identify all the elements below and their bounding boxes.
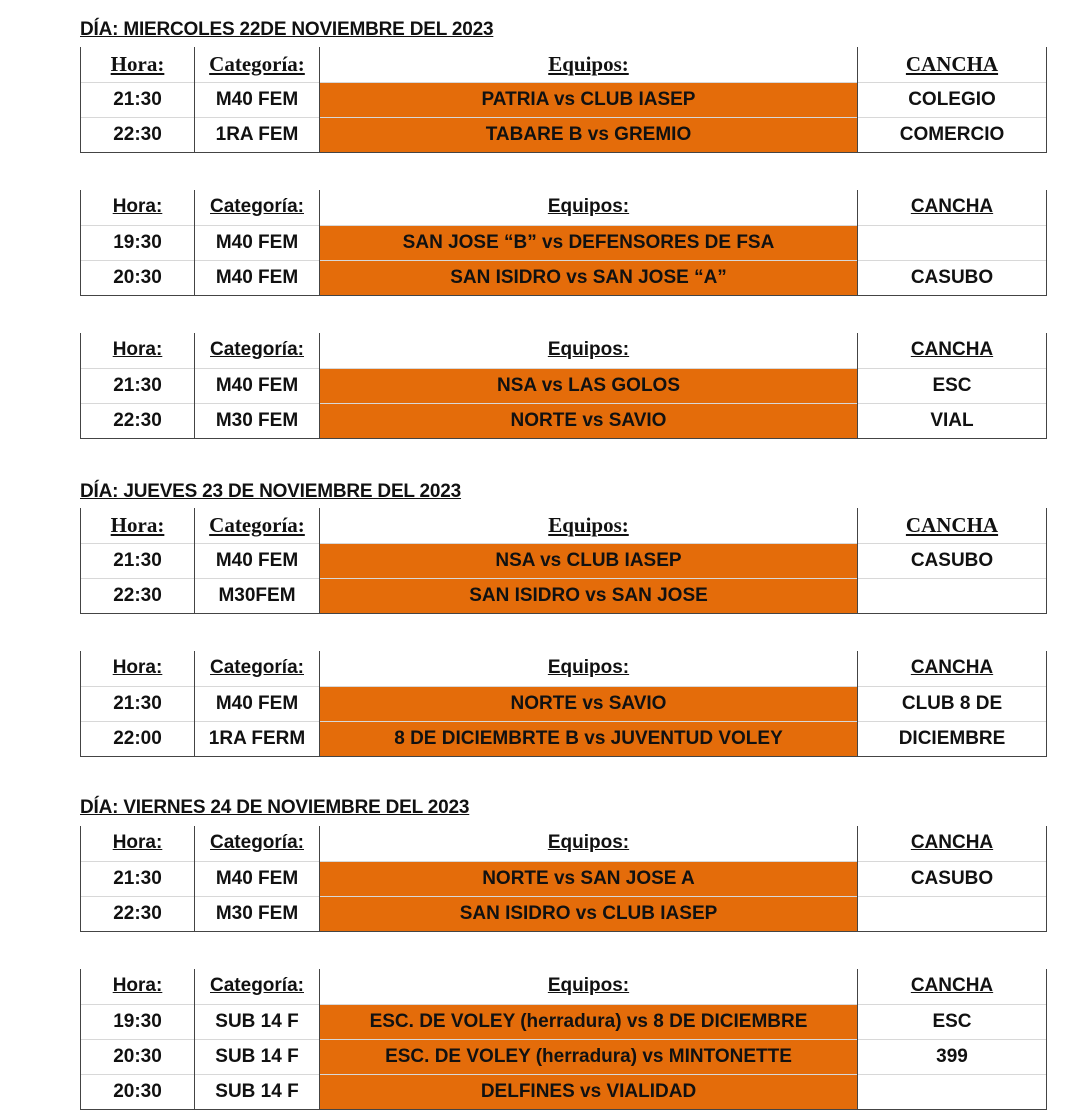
header-cancha: CANCHA xyxy=(858,333,1047,368)
row-cancha: CLUB 8 DE xyxy=(858,686,1047,721)
header-cancha: CANCHA xyxy=(858,651,1047,686)
day-heading-thursday: DÍA: JUEVES 23 DE NOVIEMBRE DEL 2023 xyxy=(80,481,462,502)
row-categoria: SUB 14 F xyxy=(195,1039,320,1074)
table-row xyxy=(81,1039,1047,1074)
row-match: SAN ISIDRO vs SAN JOSE “A” xyxy=(320,260,858,295)
row-categoria: M40 FEM xyxy=(195,82,320,117)
schedule-table-fri-1 xyxy=(80,826,1047,932)
header-categoria: Categoría: xyxy=(195,190,320,225)
day-heading-friday: DÍA: VIERNES 24 DE NOVIEMBRE DEL 2023 xyxy=(80,797,470,818)
schedule-table-thu-2 xyxy=(80,651,1047,757)
header-cancha: CANCHA xyxy=(858,190,1047,225)
row-categoria: M30 FEM xyxy=(195,896,320,931)
row-categoria: M40 FEM xyxy=(195,543,320,578)
table-row xyxy=(81,368,1047,403)
row-categoria: M30 FEM xyxy=(195,403,320,438)
table-row xyxy=(81,403,1047,438)
table-row xyxy=(81,117,1047,152)
header-hora: Hora: xyxy=(81,826,195,861)
schedule-table-wed-2 xyxy=(80,190,1047,296)
table-row xyxy=(81,82,1047,117)
header-equipos: Equipos: xyxy=(320,826,858,861)
row-cancha xyxy=(858,896,1047,931)
row-hora: 22:30 xyxy=(81,117,195,152)
row-match: NORTE vs SAVIO xyxy=(320,403,858,438)
table-row xyxy=(81,260,1047,295)
table-row xyxy=(81,1074,1047,1109)
row-categoria: M30FEM xyxy=(195,578,320,613)
row-match: SAN ISIDRO vs SAN JOSE xyxy=(320,578,858,613)
header-cancha: CANCHA xyxy=(858,969,1047,1004)
table-row xyxy=(81,543,1047,578)
row-match: ESC. DE VOLEY (herradura) vs 8 DE DICIEMBRE xyxy=(320,1004,858,1039)
row-cancha: COMERCIO xyxy=(858,117,1047,152)
table-row xyxy=(81,225,1047,260)
row-match: 8 DE DICIEMBRTE B vs JUVENTUD VOLEY xyxy=(320,721,858,756)
row-cancha: ESC xyxy=(858,1004,1047,1039)
row-categoria: SUB 14 F xyxy=(195,1074,320,1109)
row-match: TABARE B vs GREMIO xyxy=(320,117,858,152)
row-categoria: M40 FEM xyxy=(195,368,320,403)
header-cancha: CANCHA xyxy=(858,826,1047,861)
header-equipos: Equipos: xyxy=(320,190,858,225)
schedule-table-thu-1 xyxy=(80,508,1047,614)
header-categoria: Categoría: xyxy=(195,508,320,543)
row-hora: 21:30 xyxy=(81,686,195,721)
header-categoria: Categoría: xyxy=(195,969,320,1004)
row-cancha xyxy=(858,578,1047,613)
row-categoria: M40 FEM xyxy=(195,260,320,295)
table-row xyxy=(81,721,1047,756)
row-hora: 21:30 xyxy=(81,543,195,578)
row-cancha: 399 xyxy=(858,1039,1047,1074)
header-equipos: Equipos: xyxy=(320,333,858,368)
row-hora: 22:00 xyxy=(81,721,195,756)
row-hora: 22:30 xyxy=(81,578,195,613)
header-equipos: Equipos: xyxy=(320,651,858,686)
row-categoria: 1RA FERM xyxy=(195,721,320,756)
header-categoria: Categoría: xyxy=(195,47,320,82)
row-categoria: 1RA FEM xyxy=(195,117,320,152)
header-hora: Hora: xyxy=(81,969,195,1004)
row-match: NSA vs CLUB IASEP xyxy=(320,543,858,578)
row-hora: 22:30 xyxy=(81,896,195,931)
schedule-table-fri-2 xyxy=(80,969,1047,1110)
header-categoria: Categoría: xyxy=(195,651,320,686)
table-row xyxy=(81,686,1047,721)
row-hora: 19:30 xyxy=(81,225,195,260)
schedule-table-wed-3 xyxy=(80,333,1047,439)
row-match: SAN ISIDRO vs CLUB IASEP xyxy=(320,896,858,931)
row-cancha: CASUBO xyxy=(858,260,1047,295)
row-cancha xyxy=(858,1074,1047,1109)
row-hora: 21:30 xyxy=(81,368,195,403)
schedule-table-wed-1 xyxy=(80,47,1047,153)
row-match: NORTE vs SAVIO xyxy=(320,686,858,721)
header-hora: Hora: xyxy=(81,651,195,686)
header-categoria: Categoría: xyxy=(195,333,320,368)
row-hora: 21:30 xyxy=(81,82,195,117)
row-match: ESC. DE VOLEY (herradura) vs MINTONETTE xyxy=(320,1039,858,1074)
header-categoria: Categoría: xyxy=(195,826,320,861)
row-categoria: SUB 14 F xyxy=(195,1004,320,1039)
row-match: PATRIA vs CLUB IASEP xyxy=(320,82,858,117)
row-hora: 22:30 xyxy=(81,403,195,438)
header-equipos: Equipos: xyxy=(320,508,858,543)
header-hora: Hora: xyxy=(81,190,195,225)
row-hora: 20:30 xyxy=(81,1039,195,1074)
row-hora: 20:30 xyxy=(81,260,195,295)
row-cancha: CASUBO xyxy=(858,543,1047,578)
row-cancha: CASUBO xyxy=(858,861,1047,896)
row-categoria: M40 FEM xyxy=(195,861,320,896)
header-hora: Hora: xyxy=(81,47,195,82)
header-cancha: CANCHA xyxy=(858,47,1047,82)
row-match: SAN JOSE “B” vs DEFENSORES DE FSA xyxy=(320,225,858,260)
row-match: NORTE vs SAN JOSE A xyxy=(320,861,858,896)
row-cancha: VIAL xyxy=(858,403,1047,438)
row-hora: 19:30 xyxy=(81,1004,195,1039)
row-match: NSA vs LAS GOLOS xyxy=(320,368,858,403)
table-row xyxy=(81,861,1047,896)
header-equipos: Equipos: xyxy=(320,47,858,82)
row-cancha: COLEGIO xyxy=(858,82,1047,117)
row-cancha: ESC xyxy=(858,368,1047,403)
row-categoria: M40 FEM xyxy=(195,686,320,721)
table-row xyxy=(81,578,1047,613)
header-cancha: CANCHA xyxy=(858,508,1047,543)
row-categoria: M40 FEM xyxy=(195,225,320,260)
row-hora: 20:30 xyxy=(81,1074,195,1109)
table-row xyxy=(81,1004,1047,1039)
header-equipos: Equipos: xyxy=(320,969,858,1004)
row-cancha: DICIEMBRE xyxy=(858,721,1047,756)
row-cancha xyxy=(858,225,1047,260)
row-match: DELFINES vs VIALIDAD xyxy=(320,1074,858,1109)
header-hora: Hora: xyxy=(81,333,195,368)
row-hora: 21:30 xyxy=(81,861,195,896)
header-hora: Hora: xyxy=(81,508,195,543)
day-heading-wednesday: DÍA: MIERCOLES 22DE NOVIEMBRE DEL 2023 xyxy=(80,19,494,40)
table-row xyxy=(81,896,1047,931)
